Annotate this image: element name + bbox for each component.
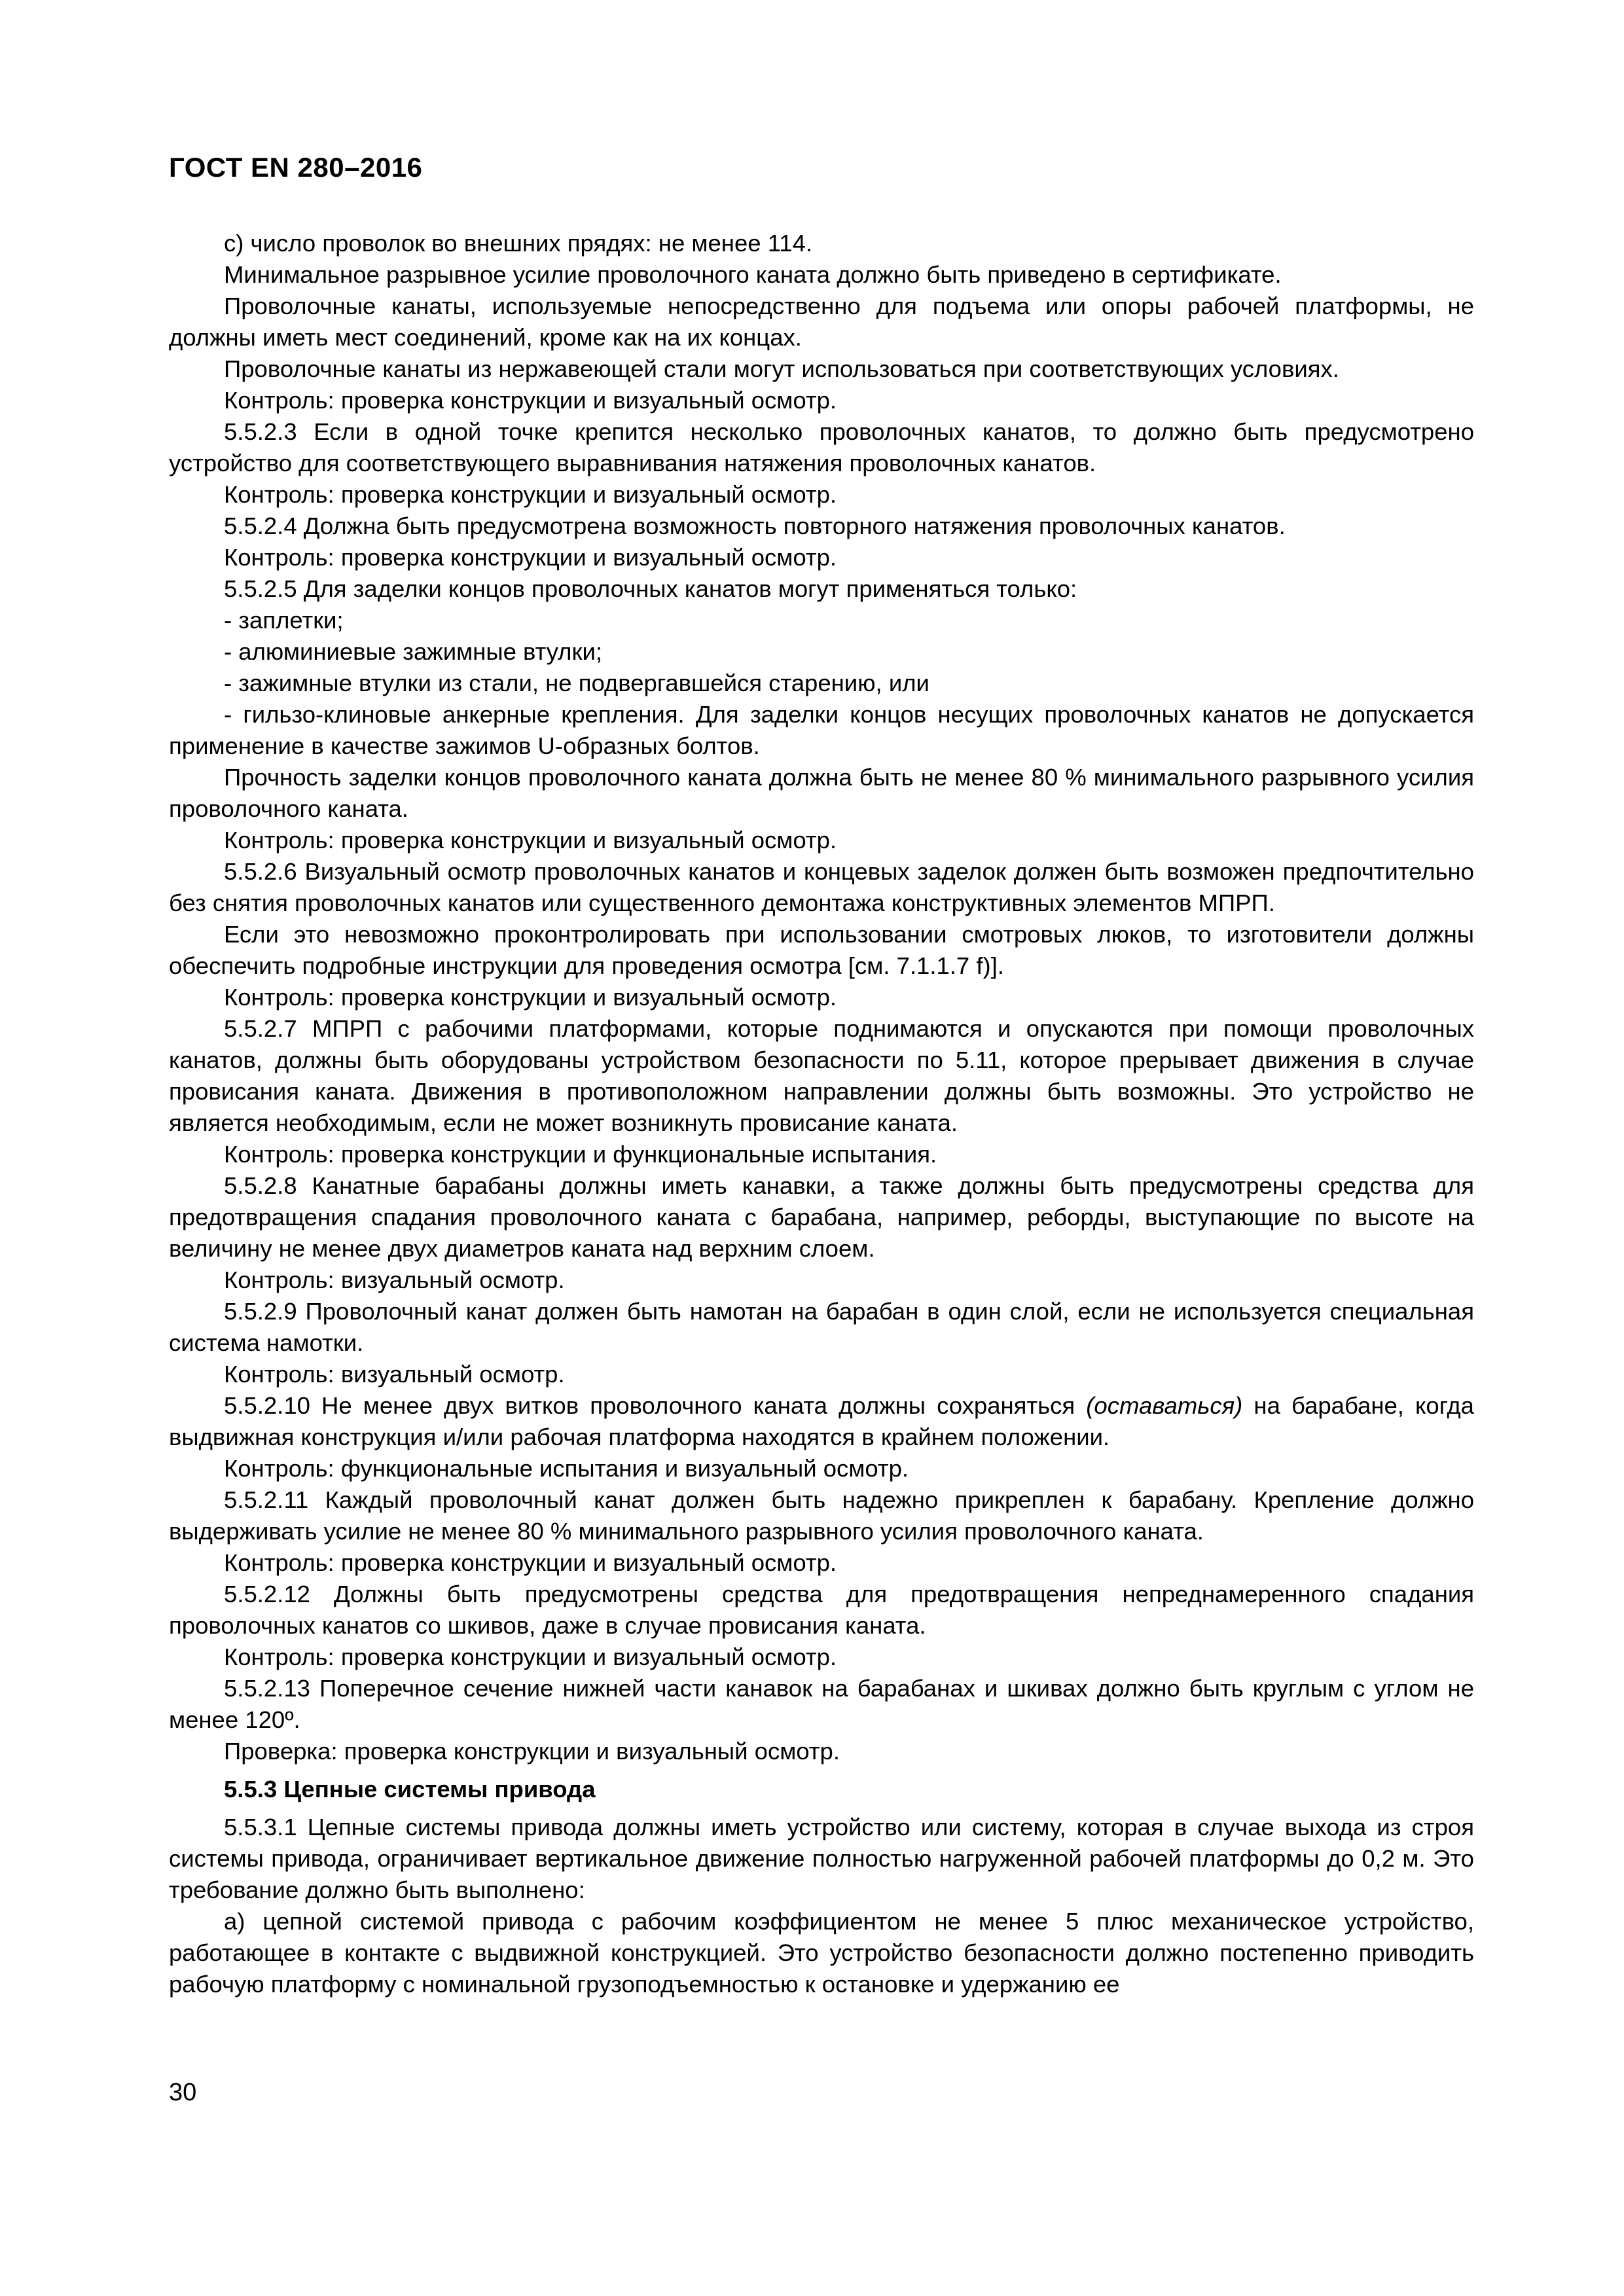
paragraph: Контроль: визуальный осмотр.: [224, 1266, 565, 1293]
paragraph: 5.5.2.12 Должны быть предусмотрены средства для предотвращения непреднамеренного спадания проволочных канатов со шкивов, даже в случае провисания каната.: [169, 1581, 1474, 1639]
paragraph: Контроль: функциональные испытания и визуальный осмотр.: [224, 1455, 909, 1482]
list-item: - заплетки;: [224, 607, 344, 634]
paragraph-text: на барабане, когда выдвижная конструкция и/или рабочая платформа находятся в крайнем положении.: [169, 1392, 1474, 1450]
paragraph: с) число проволок во внешних прядях: не менее 114.: [224, 230, 813, 257]
paragraph: 5.5.2.7 МПРП с рабочими платформами, которые поднимаются и опускаются при помощи проволочных канатов, должны быть оборудованы устройством безопасности по 5.11, которое прерывает движения в случае провисания каната. Движения в противоположном направлении должны быть возможны. Это устройство не является необходимым, если не может возникнуть провисание каната.: [169, 1015, 1474, 1136]
paragraph: Если это невозможно проконтролировать при использовании смотровых люков, то изготовители должны обеспечить подробные инструкции для проведения осмотра [см. 7.1.1.7 f)].: [169, 921, 1474, 979]
paragraph: Контроль: проверка конструкции и визуальный осмотр.: [224, 1643, 837, 1670]
paragraph: Контроль: проверка конструкции и визуальный осмотр.: [224, 1549, 837, 1576]
paragraph: 5.5.2.5 Для заделки концов проволочных канатов могут применяться только:: [224, 575, 1077, 602]
paragraph: Проверка: проверка конструкции и визуальный осмотр.: [224, 1738, 840, 1765]
paragraph: Контроль: проверка конструкции и визуальный осмотр.: [224, 984, 837, 1011]
document-code: ГОСТ EN 280–2016: [169, 152, 423, 183]
paragraph: 5.5.2.6 Визуальный осмотр проволочных канатов и концевых заделок должен быть возможен предпочтительно без снятия проволочных канатов или существенного демонтажа конструктивных элементов МПРП.: [169, 858, 1474, 916]
paragraph: 5.5.2.9 Проволочный канат должен быть намотан на барабан в один слой, если не используется специальная система намотки.: [169, 1298, 1474, 1356]
paragraph: 5.5.2.8 Канатные барабаны должны иметь канавки, а также должны быть предусмотрены средства для предотвращения спадания проволочного каната с барабана, например, реборды, выступающие по высоте на величину не менее двух диаметров каната над верхним слоем.: [169, 1172, 1474, 1262]
paragraph: а) цепной системой привода с рабочим коэффициентом не менее 5 плюс механическое устройство, работающее в контакте с выдвижной конструкцией. Это устройство безопасности должно постепенно приводить рабочую платформу с номинальной грузоподъемностью к остановке и удержанию ее: [169, 1908, 1474, 1998]
paragraph: Контроль: проверка конструкции и визуальный осмотр.: [224, 827, 837, 853]
paragraph: 5.5.3.1 Цепные системы привода должны иметь устройство или систему, которая в случае выхода из строя системы привода, ограничивает вертикальное движение полностью нагруженной рабочей платформы до 0,2 м. Это требование должно быть выполнено:: [169, 1814, 1474, 1903]
paragraph: 5.5.2.3 Если в одной точке крепится несколько проволочных канатов, то должно быть предусмотрено устройство для соответствующего выравнивания натяжения проволочных канатов.: [169, 418, 1474, 476]
paragraph: Проволочные канаты из нержавеющей стали могут использоваться при соответствующих условиях.: [224, 355, 1339, 382]
paragraph: Контроль: проверка конструкции и визуальный осмотр.: [224, 387, 837, 414]
paragraph-text: 5.5.2.10 Не менее двух витков проволочного каната должны сохраняться: [224, 1392, 1087, 1419]
paragraph: Контроль: проверка конструкции и функциональные испытания.: [224, 1141, 937, 1168]
section-heading: 5.5.3 Цепные системы привода: [224, 1776, 596, 1803]
paragraph: Контроль: визуальный осмотр.: [224, 1361, 565, 1388]
list-item: - зажимные втулки из стали, не подвергавшейся старению, или: [224, 670, 929, 696]
paragraph: Проволочные канаты, используемые непосредственно для подъема или опоры рабочей платформы, не должны иметь мест соединений, кроме как на их концах.: [169, 293, 1474, 351]
list-item: - алюминиевые зажимные втулки;: [224, 638, 602, 665]
paragraph: [169, 1390, 1474, 1453]
paragraph: Минимальное разрывное усилие проволочного каната должно быть приведено в сертификате.: [224, 261, 1282, 288]
paragraph: 5.5.2.13 Поперечное сечение нижней части канавок на барабанах и шкивах должно быть круглым с углом не менее 120º.: [169, 1675, 1474, 1733]
paragraph: 5.5.2.4 Должна быть предусмотрена возможность повторного натяжения проволочных канатов.: [224, 512, 1286, 539]
document-body: [169, 228, 1474, 2000]
paragraph: Контроль: проверка конструкции и визуальный осмотр.: [224, 544, 837, 571]
paragraph: 5.5.2.11 Каждый проволочный канат должен быть надежно прикреплен к барабану. Крепление должно выдерживать усилие не менее 80 % минимального разрывного усилия проволочного каната.: [169, 1486, 1474, 1545]
paragraph: Контроль: проверка конструкции и визуальный осмотр.: [224, 481, 837, 508]
list-item: - гильзо-клиновые анкерные крепления. Для заделки концов несущих проволочных канатов не допускается применение в качестве зажимов U-образных болтов.: [169, 701, 1474, 759]
paragraph: Прочность заделки концов проволочного каната должна быть не менее 80 % минимального разрывного усилия проволочного каната.: [169, 764, 1474, 822]
page-number: 30: [169, 2079, 197, 2106]
italic-text: (оставаться): [1086, 1392, 1243, 1419]
